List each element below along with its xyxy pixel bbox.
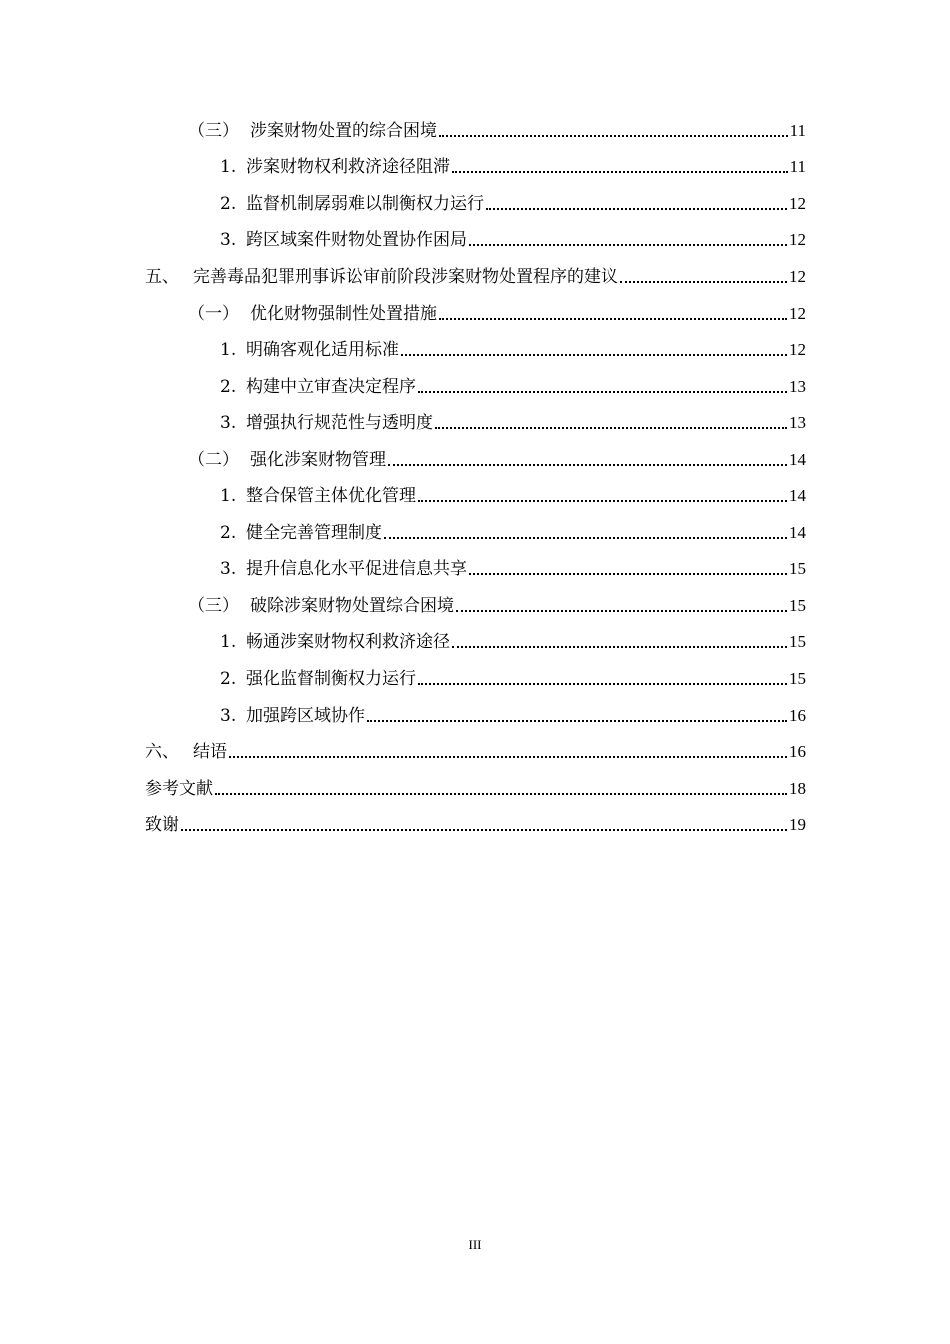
toc-entry-page: 12 xyxy=(789,304,806,323)
toc-entry-title: 涉案财物处置的综合困境 xyxy=(250,121,437,141)
toc-entry-title: 跨区域案件财物处置协作困局 xyxy=(246,230,467,250)
toc-entry-number: 1. xyxy=(220,340,237,360)
dot-leader xyxy=(181,829,787,831)
dot-leader xyxy=(439,318,787,320)
toc-entry[interactable] xyxy=(220,152,806,178)
toc-entry-page: 12 xyxy=(789,267,806,286)
toc-entry-number: 3. xyxy=(220,413,237,433)
dot-leader xyxy=(401,354,787,356)
toc-entry-page: 12 xyxy=(789,194,806,213)
toc-entry-title: 参考文献 xyxy=(145,779,213,799)
toc-entry-title: 涉案财物权利救济途径阻滞 xyxy=(246,157,450,177)
dot-leader xyxy=(229,756,787,758)
dot-leader xyxy=(620,281,787,283)
toc-entry-number: 2. xyxy=(220,669,237,689)
toc-entry-number: 3. xyxy=(220,706,237,726)
toc-entry[interactable] xyxy=(220,189,806,215)
toc-entry-page: 13 xyxy=(789,413,806,432)
dot-leader xyxy=(452,646,787,648)
toc-entry[interactable] xyxy=(220,481,806,507)
toc-entry-page: 11 xyxy=(789,121,806,140)
toc-entry-title: 强化涉案财物管理 xyxy=(250,450,386,470)
dot-leader xyxy=(452,171,788,173)
toc-entry-title: 破除涉案财物处置综合困境 xyxy=(250,596,454,616)
toc-entry[interactable] xyxy=(220,518,806,544)
dot-leader xyxy=(418,683,787,685)
toc-entry-title: 构建中立审查决定程序 xyxy=(246,377,416,397)
toc-entry-title: 提升信息化水平促进信息共享 xyxy=(246,559,467,579)
toc-entry-page: 15 xyxy=(789,632,806,651)
toc-entry-page: 12 xyxy=(789,230,806,249)
toc-entry-acknowledgements[interactable] xyxy=(145,810,806,836)
toc-entry-number: 1. xyxy=(220,486,237,506)
toc-entry-page: 19 xyxy=(789,815,806,834)
page-number: III xyxy=(468,1237,482,1252)
toc-entry-page: 13 xyxy=(789,377,806,396)
dot-leader xyxy=(367,720,787,722)
toc-entry-chapter[interactable] xyxy=(145,737,806,763)
toc-entry-number: 3. xyxy=(220,230,237,250)
toc-entry-number: （二） xyxy=(188,450,239,470)
toc-entry-page: 14 xyxy=(789,523,806,542)
toc-entry-title: 致谢 xyxy=(145,815,179,835)
toc-entry-page: 12 xyxy=(789,340,806,359)
toc-entry[interactable] xyxy=(220,408,806,434)
toc-entry-page: 16 xyxy=(789,742,806,761)
toc-entry[interactable] xyxy=(188,116,806,142)
toc-entry-title: 整合保管主体优化管理 xyxy=(246,486,416,506)
toc-entry-page: 14 xyxy=(789,450,806,469)
toc-entry-page: 16 xyxy=(789,706,806,725)
toc-entry-title: 健全完善管理制度 xyxy=(246,523,382,543)
toc-entry-title: 强化监督制衡权力运行 xyxy=(246,669,416,689)
toc-entry-page: 14 xyxy=(789,486,806,505)
dot-leader xyxy=(418,500,787,502)
toc-entry-page: 18 xyxy=(789,779,806,798)
toc-entry-title: 优化财物强制性处置措施 xyxy=(250,304,437,324)
toc-entry-number: 3. xyxy=(220,559,237,579)
toc-entry[interactable] xyxy=(188,445,806,471)
toc-entry-number: 2. xyxy=(220,194,237,214)
toc-entry-number: 五、 xyxy=(145,267,179,287)
toc-entry-number: 六、 xyxy=(145,742,179,762)
dot-leader xyxy=(486,208,787,210)
toc-entry-title: 监督机制孱弱难以制衡权力运行 xyxy=(246,194,484,214)
toc-entry[interactable] xyxy=(220,627,806,653)
toc-entry-page: 11 xyxy=(789,157,806,176)
dot-leader xyxy=(215,793,787,795)
toc-entry-page: 15 xyxy=(789,596,806,615)
toc-entry-page: 15 xyxy=(789,559,806,578)
toc-entry[interactable] xyxy=(220,335,806,361)
dot-leader xyxy=(456,610,787,612)
toc-entry-number: （一） xyxy=(188,304,239,324)
toc-entry-references[interactable] xyxy=(145,774,806,800)
dot-leader xyxy=(435,427,787,429)
toc-entry-title: 加强跨区域协作 xyxy=(246,706,365,726)
dot-leader xyxy=(418,391,787,393)
dot-leader xyxy=(384,537,787,539)
toc-entry-title: 完善毒品犯罪刑事诉讼审前阶段涉案财物处置程序的建议 xyxy=(193,267,618,287)
dot-leader xyxy=(469,244,787,246)
toc-entry[interactable] xyxy=(220,664,806,690)
toc-entry[interactable] xyxy=(188,591,806,617)
toc-entry-title: 明确客观化适用标准 xyxy=(246,340,399,360)
dot-leader xyxy=(439,135,788,137)
toc-entry-title: 增强执行规范性与透明度 xyxy=(246,413,433,433)
dot-leader xyxy=(388,464,787,466)
toc-entry[interactable] xyxy=(220,372,806,398)
toc-entry-title: 畅通涉案财物权利救济途径 xyxy=(246,632,450,652)
toc-entry[interactable] xyxy=(188,299,806,325)
toc-entry-number: 1. xyxy=(220,157,237,177)
toc-entry[interactable] xyxy=(220,225,806,251)
toc-entry-number: （三） xyxy=(188,121,239,141)
toc-entry-title: 结语 xyxy=(193,742,227,762)
toc-entry[interactable] xyxy=(220,554,806,580)
toc-entry-chapter[interactable] xyxy=(145,262,806,288)
toc-entry-number: 2. xyxy=(220,377,237,397)
toc-entry-number: 1. xyxy=(220,632,237,652)
toc-entry-number: （三） xyxy=(188,596,239,616)
dot-leader xyxy=(469,573,787,575)
toc-entry[interactable] xyxy=(220,701,806,727)
toc-entry-number: 2. xyxy=(220,523,237,543)
toc-entry-page: 15 xyxy=(789,669,806,688)
